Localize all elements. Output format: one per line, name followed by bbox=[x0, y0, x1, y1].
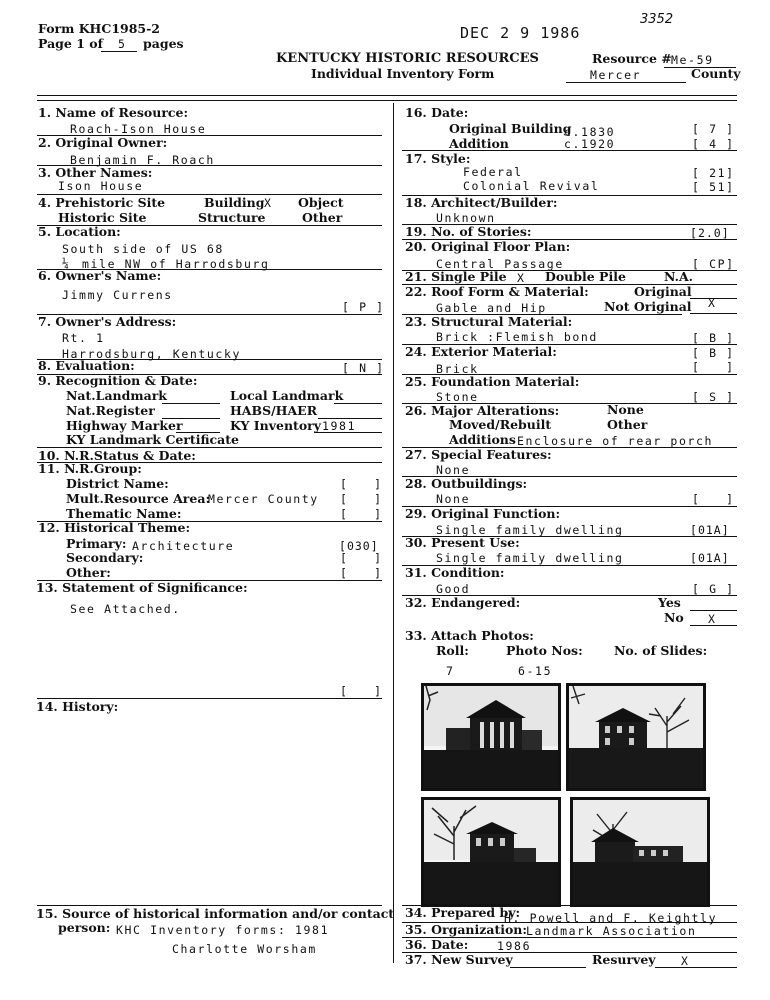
addition-date: c.1920 bbox=[564, 137, 616, 151]
field-6-label: 6. Owner's Name: bbox=[38, 268, 162, 283]
field-34-label: 34. Prepared by: bbox=[405, 905, 521, 920]
resurvey-mark: X bbox=[681, 954, 690, 968]
field-16-label: 16. Date: bbox=[405, 105, 469, 120]
field-30-label: 30. Present Use: bbox=[405, 535, 520, 550]
no-of-slides-label: No. of Slides: bbox=[614, 643, 708, 658]
present-use-code: [01A] bbox=[690, 551, 730, 565]
original-building-code: [ 7 ] bbox=[692, 122, 735, 136]
field-36-label: 36. Date: bbox=[405, 937, 469, 952]
evaluation-code: [ N ] bbox=[342, 361, 385, 375]
mult-resource-value: Mercer County bbox=[208, 492, 319, 506]
field-5-label: 5. Location: bbox=[38, 224, 121, 239]
field-22-label: 22. Roof Form & Material: bbox=[405, 284, 589, 299]
pages-label: pages bbox=[143, 36, 184, 51]
double-pile-label: Double Pile bbox=[545, 269, 626, 284]
roof-not-original-label: Not Original bbox=[604, 299, 692, 314]
pile-na: N.A. bbox=[664, 269, 694, 284]
primary-theme-value: Architecture bbox=[132, 539, 235, 553]
alterations-other-label: Other bbox=[607, 417, 648, 432]
field-4-label: 4. Prehistoric Site bbox=[38, 195, 166, 210]
field-23-label: 23. Structural Material: bbox=[405, 314, 573, 329]
addition-code: [ 4 ] bbox=[692, 137, 735, 151]
page-count: 5 bbox=[118, 37, 127, 51]
resource-number-label: Resource # bbox=[592, 51, 672, 66]
field-14-label: 14. History: bbox=[36, 699, 119, 714]
location-fraction: ¼ bbox=[62, 256, 71, 270]
field-27-label: 27. Special Features: bbox=[405, 447, 552, 462]
moved-rebuilt-label: Moved/Rebuilt bbox=[449, 417, 552, 432]
building-mark: X bbox=[264, 196, 273, 210]
exterior-bracket-2: [ ] bbox=[692, 360, 735, 374]
primary-theme-label: Primary: bbox=[66, 536, 127, 551]
floor-plan-code: [ CP] bbox=[692, 257, 735, 271]
organization: Landmark Association bbox=[526, 924, 697, 938]
field-19-label: 19. No. of Stories: bbox=[405, 224, 532, 239]
object-label: Object bbox=[298, 195, 344, 210]
structural-material: Brick :Flemish bond bbox=[436, 330, 598, 344]
county-label: County bbox=[691, 66, 741, 81]
field-18-label: 18. Architect/Builder: bbox=[405, 195, 558, 210]
other-names: Ison House bbox=[58, 179, 144, 193]
field-15-label: 15. Source of historical information and/or contact bbox=[36, 906, 395, 921]
field-11-label: 11. N.R.Group: bbox=[38, 461, 142, 476]
county-value: Mercer bbox=[590, 68, 642, 82]
page-of-label: Page 1 of bbox=[38, 36, 103, 51]
field-10-label: 10. N.R.Status & Date: bbox=[38, 448, 196, 463]
foundation-material: Stone bbox=[436, 390, 479, 404]
source-line-1: KHC Inventory forms: 1981 bbox=[116, 923, 330, 937]
received-date-stamp: DEC 2 9 1986 bbox=[460, 24, 581, 42]
field-29-label: 29. Original Function: bbox=[405, 506, 561, 521]
present-use: Single family dwelling bbox=[436, 551, 624, 565]
owner-address-line-1: Rt. 1 bbox=[62, 331, 105, 345]
form-number: Form KHC1985-2 bbox=[38, 21, 160, 36]
thematic-name-label: Thematic Name: bbox=[66, 506, 182, 521]
thematic-bracket: [ ] bbox=[340, 507, 383, 521]
nat-landmark-label: Nat.Landmark bbox=[66, 388, 167, 403]
house-photo-front bbox=[421, 683, 561, 791]
field-1-label: 1. Name of Resource: bbox=[38, 105, 189, 120]
condition: Good bbox=[436, 582, 471, 596]
roof-original-label: Original bbox=[634, 284, 692, 299]
prepared-date: 1986 bbox=[497, 939, 532, 953]
location-line-1: South side of US 68 bbox=[62, 242, 224, 256]
original-owner: Benjamin F. Roach bbox=[70, 153, 215, 167]
field-12-label: 12. Historical Theme: bbox=[38, 520, 191, 535]
original-building-label: Original Building bbox=[449, 121, 572, 136]
style-1: Federal bbox=[463, 165, 523, 179]
other-theme-label: Other: bbox=[66, 565, 111, 580]
endangered-yes-label: Yes bbox=[658, 595, 681, 610]
foundation-code: [ S ] bbox=[692, 390, 735, 404]
resource-number: Me-59 bbox=[671, 53, 714, 67]
additions-label: Additions bbox=[449, 432, 516, 447]
field-28-label: 28. Outbuildings: bbox=[405, 476, 528, 491]
field-35-label: 35. Organization: bbox=[405, 922, 528, 937]
district-bracket: [ ] bbox=[340, 477, 383, 491]
field-9-label: 9. Recognition & Date: bbox=[38, 373, 198, 388]
endangered-no-mark: X bbox=[708, 612, 717, 626]
roof-not-original-mark: X bbox=[708, 296, 717, 310]
field-20-label: 20. Original Floor Plan: bbox=[405, 239, 571, 254]
style-2: Colonial Revival bbox=[463, 179, 600, 193]
location-line-2: mile NW of Harrodsburg bbox=[82, 257, 270, 271]
resurvey-label: Resurvey bbox=[592, 952, 656, 967]
architect-builder: Unknown bbox=[436, 211, 496, 225]
photo-nos-value: 6-15 bbox=[518, 664, 553, 678]
special-features: None bbox=[436, 463, 471, 477]
structural-code: [ B ] bbox=[692, 331, 735, 345]
endangered-no-label: No bbox=[664, 610, 684, 625]
photo-nos-label: Photo Nos: bbox=[506, 643, 583, 658]
local-landmark-label: Local Landmark bbox=[230, 388, 344, 403]
primary-theme-code: [030] bbox=[339, 539, 379, 553]
alterations-none-label: None bbox=[607, 402, 644, 417]
roll-label: Roll: bbox=[436, 643, 469, 658]
statement-of-significance: See Attached. bbox=[70, 602, 181, 616]
outbuildings-bracket: [ ] bbox=[692, 492, 735, 506]
source-line-2: Charlotte Worsham bbox=[172, 942, 317, 956]
field-21-label: 21. Single Pile bbox=[405, 269, 507, 284]
habs-haer-label: HABS/HAER bbox=[230, 403, 318, 418]
field-3-label: 3. Other Names: bbox=[38, 165, 153, 180]
field-37-label: 37. New Survey bbox=[405, 952, 513, 967]
other-label: Other bbox=[302, 210, 343, 225]
field-32-label: 32. Endangered: bbox=[405, 595, 521, 610]
field-25-label: 25. Foundation Material: bbox=[405, 374, 580, 389]
owner-address-line-2: Harrodsburg, Kentucky bbox=[62, 347, 241, 361]
field-33-label: 33. Attach Photos: bbox=[405, 628, 534, 643]
owner-name: Jimmy Currens bbox=[62, 288, 173, 302]
field-31-label: 31. Condition: bbox=[405, 565, 505, 580]
field-7-label: 7. Owner's Address: bbox=[38, 314, 177, 329]
house-photo-rear bbox=[421, 797, 561, 907]
mult-resource-bracket: [ ] bbox=[340, 492, 383, 506]
original-building-date: c.1830 bbox=[564, 125, 616, 139]
exterior-code: [ B ] bbox=[692, 346, 735, 360]
ky-inventory-year: 1981 bbox=[322, 419, 357, 433]
field-2-label: 2. Original Owner: bbox=[38, 135, 168, 150]
historic-site-label: Historic Site bbox=[58, 210, 147, 225]
building-label: Building bbox=[204, 195, 265, 210]
additions-value: Enclosure of rear porch bbox=[517, 434, 714, 448]
district-name-label: District Name: bbox=[66, 476, 169, 491]
handwritten-number: 3352 bbox=[640, 12, 674, 27]
field-13-label: 13. Statement of Significance: bbox=[36, 580, 248, 595]
form-subtitle: Individual Inventory Form bbox=[311, 66, 495, 81]
field-15-label-person: person: bbox=[58, 920, 111, 935]
addition-label: Addition bbox=[449, 136, 509, 151]
original-function: Single family dwelling bbox=[436, 523, 624, 537]
house-photo-side bbox=[566, 683, 706, 791]
owner-code-bracket: [ P ] bbox=[342, 300, 385, 314]
house-photo-oblique bbox=[570, 797, 710, 907]
highway-marker-label: Highway Marker bbox=[66, 418, 183, 433]
roof-form: Gable and Hip bbox=[436, 301, 547, 315]
roll-value: 7 bbox=[446, 664, 455, 678]
original-function-code: [01A] bbox=[690, 523, 730, 537]
secondary-theme-bracket: [ ] bbox=[340, 551, 383, 565]
secondary-theme-label: Secondary: bbox=[66, 550, 144, 565]
style-1-code: [ 21] bbox=[692, 166, 735, 180]
mult-resource-label: Mult.Resource Area: bbox=[66, 491, 211, 506]
resource-name: Roach-Ison House bbox=[70, 122, 207, 136]
exterior-material: Brick bbox=[436, 362, 479, 376]
field-24-label: 24. Exterior Material: bbox=[405, 344, 557, 359]
structure-label: Structure bbox=[198, 210, 266, 225]
form-title: KENTUCKY HISTORIC RESOURCES bbox=[276, 51, 539, 66]
field-8-label: 8. Evaluation: bbox=[38, 358, 135, 373]
condition-code: [ G ] bbox=[692, 582, 735, 596]
style-2-code: [ 51] bbox=[692, 180, 735, 194]
other-theme-bracket: [ ] bbox=[340, 566, 383, 580]
outbuildings: None bbox=[436, 492, 471, 506]
significance-bracket: [ ] bbox=[340, 684, 383, 698]
stories-code: [2.0] bbox=[690, 226, 730, 240]
field-17-label: 17. Style: bbox=[405, 151, 471, 166]
floor-plan: Central Passage bbox=[436, 257, 564, 271]
field-26-label: 26. Major Alterations: bbox=[405, 403, 560, 418]
ky-landmark-certificate: KY Landmark Certificate bbox=[66, 432, 239, 447]
nat-register-label: Nat.Register bbox=[66, 403, 155, 418]
ky-inventory-label: KY Inventory bbox=[230, 418, 322, 433]
prepared-by: H. Powell and F. Keightly bbox=[504, 911, 718, 925]
single-pile-mark: X bbox=[517, 271, 526, 285]
